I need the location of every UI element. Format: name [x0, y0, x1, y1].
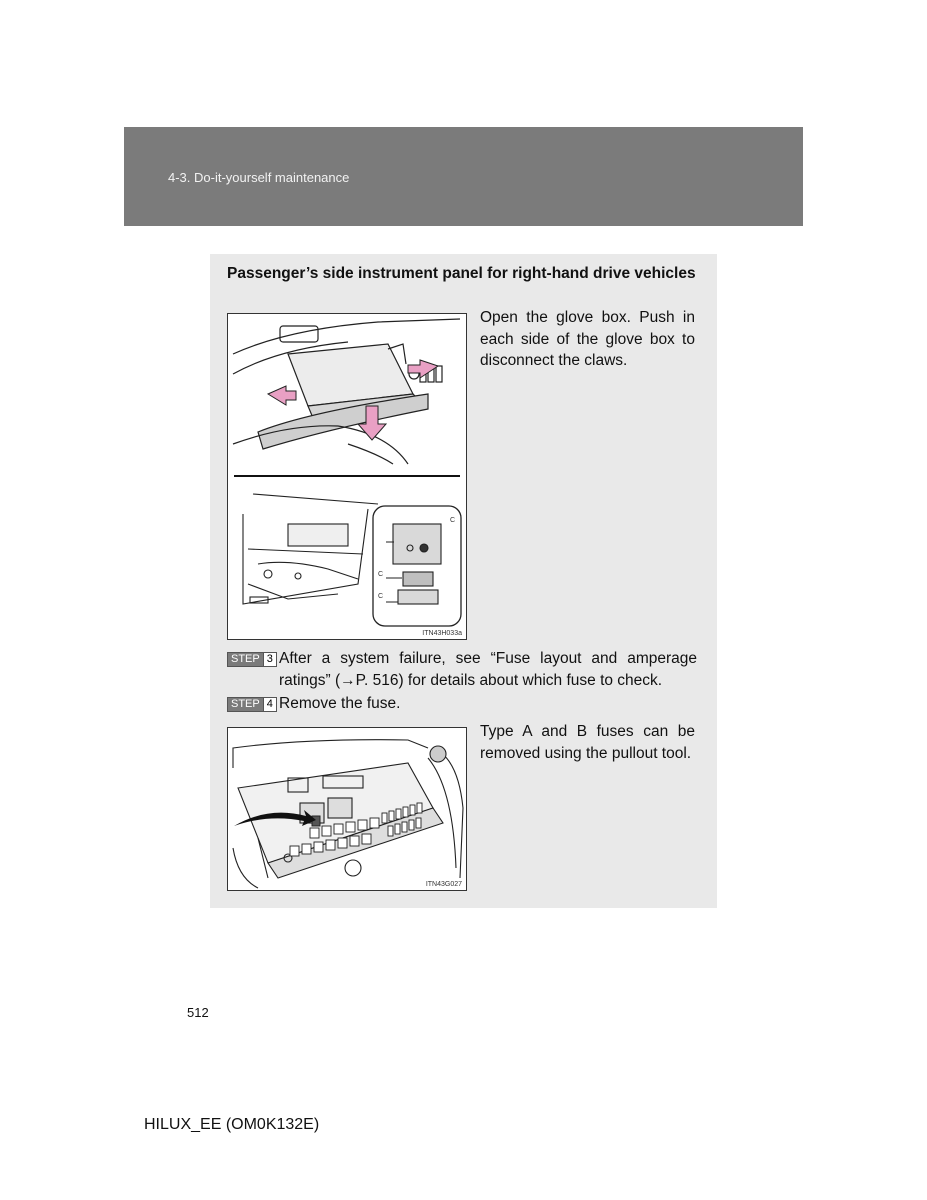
page-number: 512 — [187, 1005, 209, 1020]
fuse-box-figure — [227, 727, 467, 891]
glove-box-illustration — [228, 314, 466, 639]
content-panel — [210, 254, 717, 908]
step-text: Remove the fuse. — [279, 695, 401, 712]
svg-text:C: C — [450, 517, 456, 524]
pullout-tool-text: Type A and B fuses can be removed using the pullout tool. — [480, 723, 695, 762]
panel-heading: Passenger’s side instrument panel for right-hand drive vehicles — [227, 265, 696, 282]
svg-text:C: C — [378, 593, 384, 600]
step-badge: STEP 4 — [227, 697, 277, 712]
glove-box-figure — [227, 313, 467, 640]
step-4 — [227, 693, 697, 715]
step-text: After a system failure, see “Fuse layout and amperage ratings” (→P. 516) for details about which fuse to check. — [279, 650, 697, 689]
svg-text:C: C — [378, 571, 384, 578]
figure-code: ITN43H033a — [422, 630, 462, 637]
step-3 — [227, 648, 697, 692]
fuse-box-illustration — [228, 728, 466, 890]
step-badge: STEP 3 — [227, 652, 277, 667]
figure-code: ITN43G027 — [425, 881, 462, 888]
document-footer: HILUX_EE (OM0K132E) — [144, 1116, 320, 1133]
header-band — [124, 127, 803, 226]
section-title: 4-3. Do-it-yourself maintenance — [168, 170, 350, 185]
glove-box-instructions: Open the glove box. Push in each side of the glove box to disconnect the claws. — [480, 309, 695, 369]
